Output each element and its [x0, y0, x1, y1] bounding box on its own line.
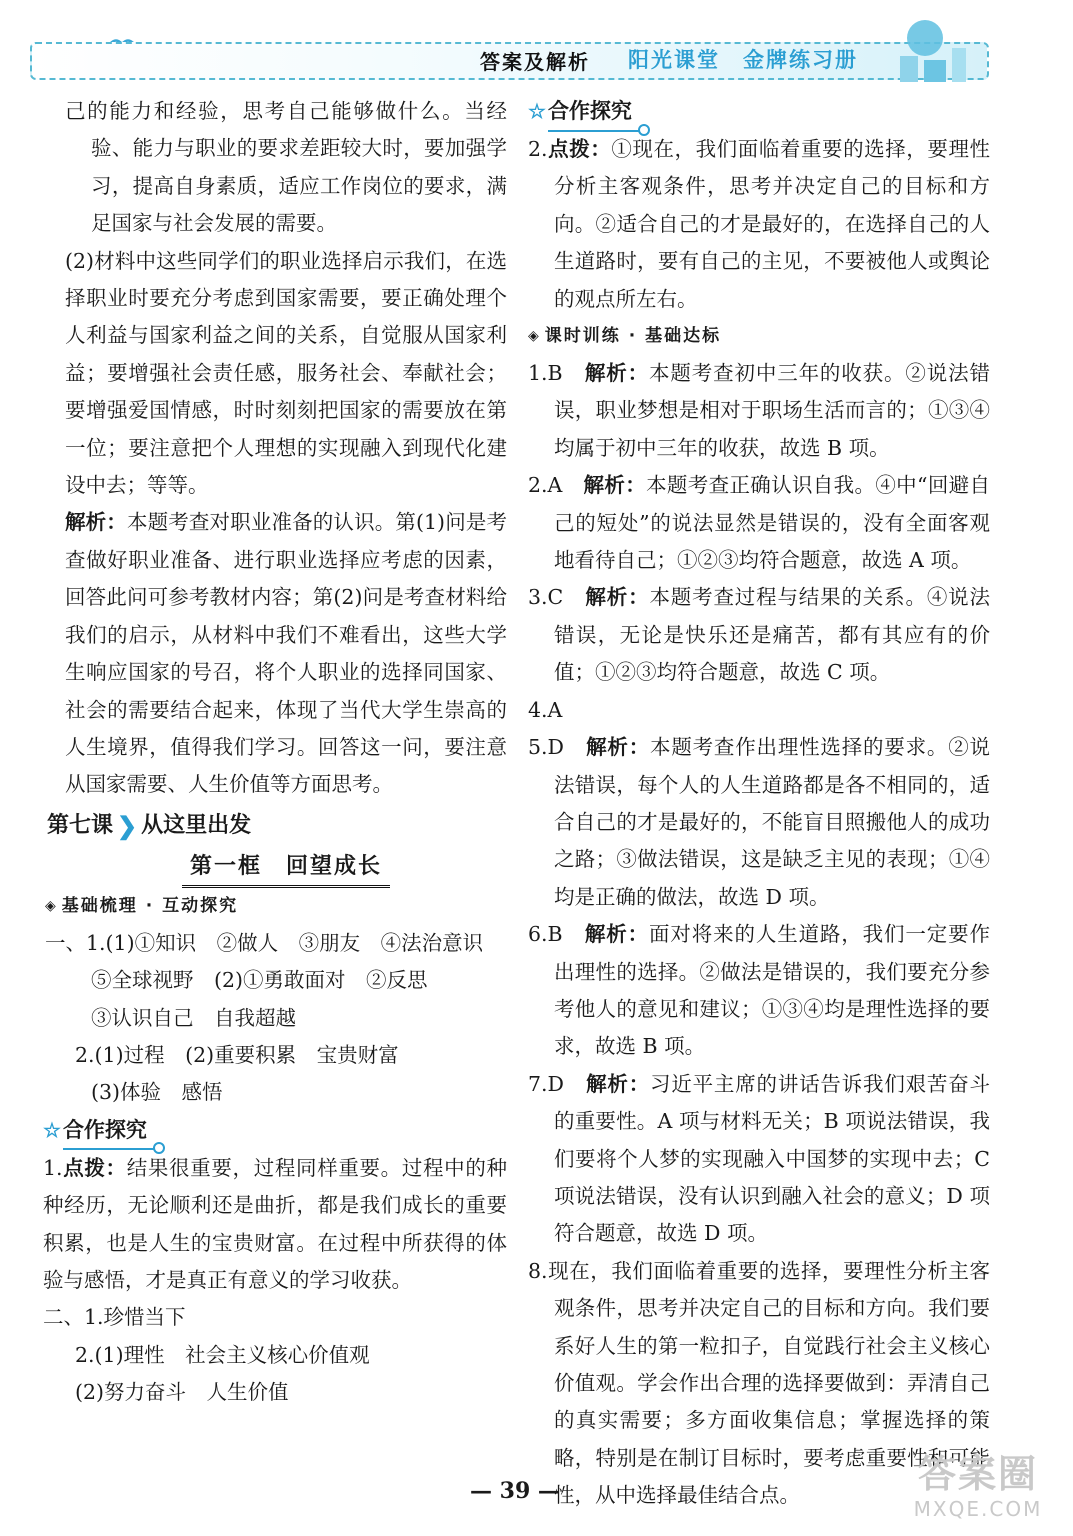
answer-item — [528, 355, 990, 467]
header-title: 答案及解析 — [480, 50, 590, 74]
analysis-text: 本题考查正确认识自我。④中“回避自己的短处”的说法显然是错误的，没有全面客观地看待自己；①②③均符合题意，故选 A 项。 — [554, 473, 990, 573]
page-number: — 39 — — [470, 1478, 560, 1504]
answer-line: ③认识自己 自我超越 — [91, 1005, 296, 1030]
page-header — [0, 0, 1073, 95]
answer-line: 2.(1)过程 (2)重要积累 宝贵财富 — [75, 1042, 399, 1067]
item-head: 1.B — [528, 361, 585, 386]
analysis-text: 面对将来的人生道路，我们一定要作出理性的选择。②做法是错误的，我们要充分参考他人的意见和建议；①③④均是理性选择的要求，故选 B 项。 — [554, 922, 991, 1059]
frame-title-text: 第一框 回望成长 — [182, 848, 390, 888]
answer-line: 二、1.珍惜当下 — [43, 1305, 186, 1330]
diamond-icon: ◈ — [45, 897, 58, 914]
tip-text: ①现在，我们面临着重要的选择，要理性分析主客观条件，思考并决定自己的目标和方向。②适合自己的才是最好的，在选择自己的人生道路时，要有自己的主见，不要被他人或舆论的观点所左右。 — [554, 137, 991, 311]
answer-line: (2)努力奋斗 人生价值 — [75, 1380, 289, 1405]
item-head: 5.D — [528, 735, 587, 760]
item-number: 1. — [43, 1155, 63, 1180]
lesson-heading — [47, 804, 507, 848]
watermark-url: MXQE.COM — [913, 1497, 1043, 1521]
analysis-label: 解析： — [585, 585, 650, 610]
paragraph-text: (2)材料中这些同学们的职业选择启示我们，在选择职业时要充分考虑到国家需要，要正确处理个人利益与国家利益之间的关系，自觉服从国家利益；要增强社会责任感，服务社会、奉献社会；要增强爱国情感，时时刻刻把国家的需要放在第一位；要注意把个人理想的实现融入到现代化建设中去；等等。 — [65, 248, 507, 498]
star-icon: ☆ — [43, 1118, 61, 1143]
section-title: 合作探究 — [548, 92, 646, 131]
lesson-title: 从这里出发 — [141, 812, 252, 839]
item-number: 2. — [528, 137, 548, 161]
watermark-text: 答案圈 — [917, 1452, 1038, 1496]
analysis-text: 本题考查初中三年的收获。②说法错误，职业梦想是相对于职场生活而言的；①③④均属于初中三年的收获，故选 B 项。 — [554, 361, 991, 460]
chevron-right-icon: ❯ — [117, 811, 138, 841]
section-heading — [45, 888, 507, 925]
analysis-text: 习近平主席的讲话告诉我们艰苦奋斗的重要性。A 项与材料无关；B 项说法错误，我们要将个人梦的实现融入中国梦的实现中去；C 项说法错误，没有认识到融入社会的意义；D 项符合题意，故选 D 项。 — [554, 1071, 991, 1246]
star-icon: ☆ — [528, 99, 546, 124]
analysis-label: 解析： — [586, 735, 651, 760]
answer-line: ⑤全球视野 (2)①勇敢面对 ②反思 — [91, 968, 428, 993]
tip-label: 点拨： — [547, 137, 612, 161]
diamond-icon: ◈ — [528, 327, 541, 344]
section-title: 课时训练 · 基础达标 — [544, 325, 722, 346]
answer-item — [528, 916, 990, 1066]
paragraph: 己的能力和经验，思考自己能够做什么。当经验、能力与职业的要求差距较大时，要加强学习，提高自身素质，适应工作岗位的要求，满足国家与社会发展的需要。 — [65, 99, 507, 236]
analysis-text: 本题考查作出理性选择的要求。②说法错误，每个人的人生道路都是各不相同的，适合自己的才是最好的，不能盲目照搬他人的成功之路；③做法错误，这是缺乏主见的表现；①④均是正确的做法，故选 D 项。 — [554, 735, 991, 909]
section-heading — [43, 1112, 507, 1150]
analysis-paragraph — [65, 504, 507, 803]
tip-text: 结果很重要，过程同样重要。过程中的种种经历，无论顺利还是曲折，都是我们成长的重要积累，也是人生的宝贵财富。在过程中所获得的体验与感悟，才是真正有意义的学习收获。 — [43, 1155, 508, 1292]
analysis-label: 解析： — [586, 1071, 651, 1096]
answer-paragraph — [528, 131, 990, 318]
answer-item — [528, 1066, 990, 1253]
section-heading — [528, 318, 990, 355]
section-title: 基础梳理 · 互动探究 — [61, 895, 239, 916]
header-brand: 阳光课堂 金牌练习册 — [628, 47, 858, 72]
item-head: 7.D — [528, 1071, 587, 1096]
frame-title — [65, 848, 507, 888]
item-head: 3.C — [528, 585, 586, 610]
answer-item: 8.现在，我们面临着重要的选择，要理性分析主客观条件，思考并决定自己的目标和方向。我们要系好人生的第一粒扣子，自觉践行社会主义核心价值观。学会作出合理的选择要做到：弄清自己的真实需要；多方面收集信息；掌握选择的策略，特别是在制订目标时，要考虑重要性和可能性，从中选择最佳结合点。 — [528, 1258, 990, 1508]
paragraph — [65, 243, 507, 505]
answer-line: (3)体验 感悟 — [91, 1080, 223, 1105]
item-head: 6.B — [528, 922, 585, 947]
answer-item — [528, 467, 990, 579]
tip-label: 点拨： — [62, 1155, 127, 1180]
answer-line: 一、1.(1)①知识 ②做人 ③朋友 ④法治意识 — [45, 930, 484, 955]
analysis-text: 本题考查对职业准备的认识。第(1)问是考查做好职业准备、进行职业选择应考虑的因素，回答此问可参考教材内容；第(2)问是考查材料给我们的启示，从材料中我们不难看出，这些大学生响应国家的号召，将个人职业的选择同国家、社会的需要结合起来，体现了当代大学生崇高的人生境界，值得我们学习。回答这一问，要注意从国家需要、人生价值等方面思考。 — [65, 510, 508, 797]
analysis-label: 解析： — [584, 922, 649, 947]
analysis-text: 本题考查过程与结果的关系。④说法错误，无论是快乐还是痛苦，都有其应有的价值；①②③均符合题意，故选 C 项。 — [554, 585, 990, 685]
globe-decoration-icon — [880, 8, 990, 88]
section-heading — [528, 93, 990, 131]
item-head: 2.A — [528, 473, 584, 498]
left-column — [43, 93, 508, 1412]
analysis-label: 解析： — [583, 473, 647, 498]
right-column — [528, 93, 990, 1515]
section-title: 合作探究 — [63, 1111, 161, 1150]
answer-paragraph — [43, 1150, 507, 1300]
watermark-logo — [893, 1452, 1063, 1532]
answer-line: 2.(1)理性 社会主义核心价值观 — [75, 1342, 370, 1367]
answer-item — [528, 579, 990, 691]
analysis-label: 解析： — [65, 510, 127, 535]
lesson-number: 第七课 — [47, 812, 114, 839]
answer-item — [528, 729, 990, 916]
answer-item: 4.A — [528, 697, 563, 722]
analysis-label: 解析： — [584, 361, 649, 386]
